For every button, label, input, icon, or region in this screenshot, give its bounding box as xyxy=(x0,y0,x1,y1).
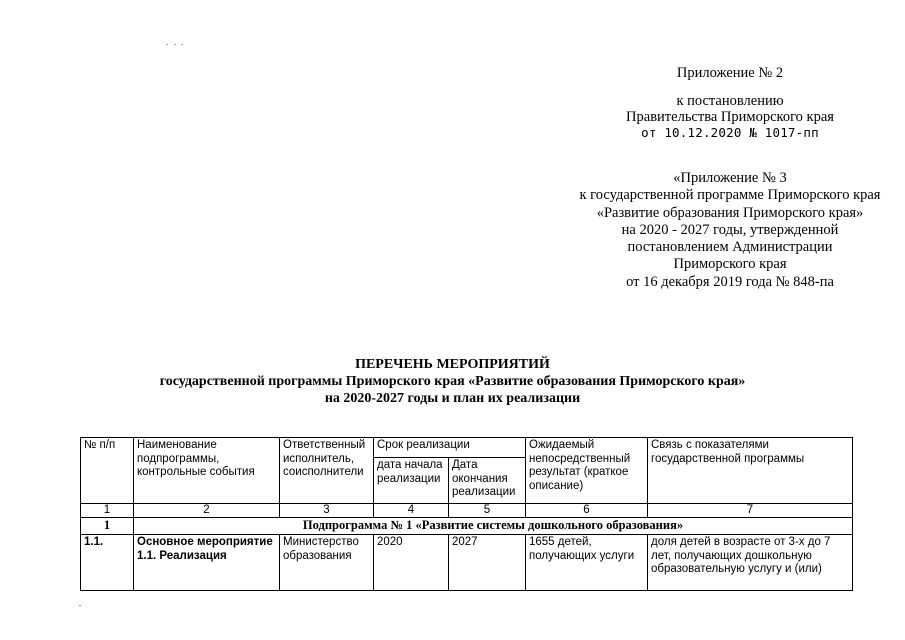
appendix-2-label: Приложение № 2 xyxy=(676,65,784,81)
header-num: № п/п xyxy=(81,438,134,504)
header-term: Срок реализации xyxy=(374,438,526,458)
document-title xyxy=(0,356,905,407)
appendix-3-date: от 16 декабря 2019 года № 848-па xyxy=(626,273,834,290)
row-result: 1655 детей, получающих услуги xyxy=(526,535,648,591)
row-start: 2020 xyxy=(374,535,449,591)
header-end: Дата окончания реализации xyxy=(449,458,526,504)
scan-speck xyxy=(181,44,183,45)
title-line-3: на 2020-2027 годы и план их реализации xyxy=(324,391,581,406)
appendix-3-period: на 2020 - 2027 годы, утвержденной xyxy=(621,221,839,238)
column-number: 2 xyxy=(134,504,280,518)
appendix-3-header xyxy=(520,170,905,291)
header-result: Ожидаемый непосредственный результат (краткое описание) xyxy=(526,438,648,504)
row-responsible: Министерство образования xyxy=(280,535,374,591)
header-responsible: Ответственный исполнитель, соисполнители xyxy=(280,438,374,504)
column-number: 6 xyxy=(526,504,648,518)
section-num: 1 xyxy=(81,518,134,535)
column-number: 4 xyxy=(374,504,449,518)
header-name: Наименование подпрограммы, контрольные события xyxy=(134,438,280,504)
scan-speck xyxy=(79,605,81,606)
section-title: Подпрограмма № 1 «Развитие системы дошкольного образования» xyxy=(134,518,853,535)
header-start: дата начала реализации xyxy=(374,458,449,504)
appendix-2-resolution: к постановлению xyxy=(676,93,784,109)
appendix-3-approved-by: постановлением Администрации xyxy=(627,239,833,256)
column-number: 1 xyxy=(81,504,134,518)
table-header-row xyxy=(81,438,853,458)
header-link: Связь с показателями государственной программы xyxy=(648,438,853,504)
title-line-2: государственной программы Приморского края «Развитие образования Приморского края» xyxy=(159,374,746,389)
appendix-3-label: «Приложение № 3 xyxy=(673,170,787,186)
scan-speck xyxy=(174,44,176,45)
row-link: доля детей в возрасте от 3-х до 7 лет, получающих дошкольную образовательную услугу и (или) xyxy=(648,535,853,591)
table-row xyxy=(81,535,853,591)
appendix-3-region: Приморского края xyxy=(673,256,787,273)
appendix-3-program: к государственной программе Приморского края xyxy=(579,187,881,204)
row-name: Основное мероприятие 1.1. Реализация xyxy=(134,535,280,591)
row-end: 2027 xyxy=(449,535,526,591)
column-number: 7 xyxy=(648,504,853,518)
row-num: 1.1. xyxy=(81,535,134,591)
appendix-2-date-stamp: от 10.12.2020 № 1017-пп xyxy=(641,125,819,140)
appendix-2-government: Правительства Приморского края xyxy=(626,109,834,125)
section-row xyxy=(81,518,853,535)
scan-speck xyxy=(166,44,168,45)
column-number: 3 xyxy=(280,504,374,518)
column-number-row xyxy=(81,504,853,518)
appendix-3-program-name: «Развитие образования Приморского края» xyxy=(596,204,864,221)
title-line-1: ПЕРЕЧЕНЬ МЕРОПРИЯТИЙ xyxy=(355,357,550,372)
appendix-2-header xyxy=(580,65,880,141)
measures-table xyxy=(80,437,853,591)
column-number: 5 xyxy=(449,504,526,518)
